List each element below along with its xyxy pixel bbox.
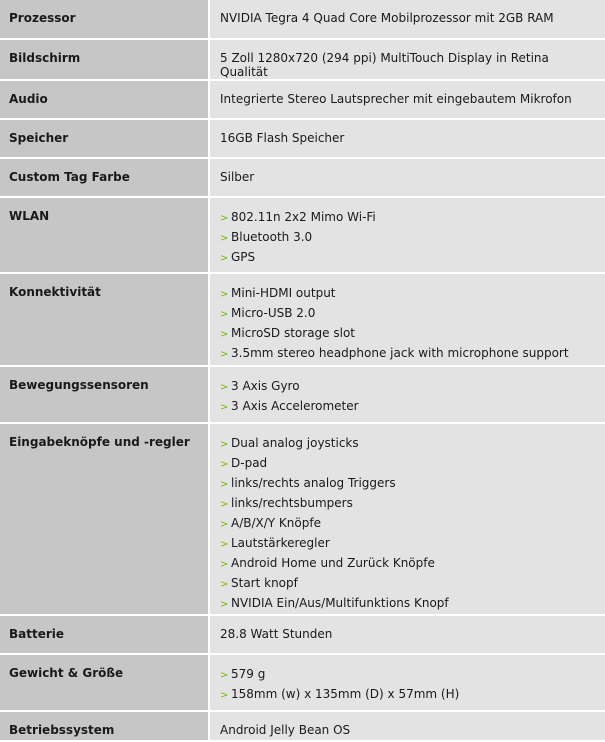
spec-item-text: Micro-USB 2.0	[231, 306, 316, 320]
spec-list-item	[220, 534, 605, 554]
spec-label: Speicher	[9, 131, 69, 145]
spec-row-eingabeknoepfe-und-regler	[0, 423, 605, 615]
spec-list-item	[220, 685, 605, 705]
arrow-bullet-icon: >	[220, 439, 229, 450]
spec-label: Konnektivität	[9, 285, 101, 299]
spec-value-cell	[209, 366, 605, 423]
spec-item-text: A/B/X/Y Knöpfe	[231, 516, 321, 530]
spec-value-cell	[209, 654, 605, 711]
spec-item-text: Dual analog joysticks	[231, 436, 359, 450]
spec-list-item	[220, 454, 605, 474]
spec-value-cell	[209, 711, 605, 741]
spec-value: Integrierte Stereo Lautsprecher mit eingebautem Mikrofon	[220, 92, 572, 106]
spec-item-list	[210, 424, 605, 614]
spec-row-konnektivitaet	[0, 273, 605, 366]
spec-item-text: D-pad	[231, 456, 268, 470]
spec-value-cell	[209, 80, 605, 119]
spec-label-cell	[0, 366, 209, 423]
spec-list-item	[220, 397, 605, 417]
spec-row-bildschirm	[0, 39, 605, 80]
spec-row-custom-tag-farbe	[0, 158, 605, 197]
arrow-bullet-icon: >	[220, 349, 229, 360]
arrow-bullet-icon: >	[220, 402, 229, 413]
arrow-bullet-icon: >	[220, 559, 229, 570]
spec-list-item	[220, 324, 605, 344]
arrow-bullet-icon: >	[220, 479, 229, 490]
spec-item-text: 3 Axis Accelerometer	[231, 399, 359, 413]
spec-row-speicher	[0, 119, 605, 158]
spec-label: Bewegungssensoren	[9, 378, 149, 392]
spec-item-list	[210, 655, 605, 705]
spec-value: Silber	[220, 170, 255, 184]
spec-label-cell	[0, 273, 209, 366]
arrow-bullet-icon: >	[220, 690, 229, 701]
spec-label: Gewicht & Größe	[9, 666, 124, 680]
arrow-bullet-icon: >	[220, 579, 229, 590]
spec-row-wlan	[0, 197, 605, 273]
spec-list-item	[220, 574, 605, 594]
spec-list-item	[220, 434, 605, 454]
spec-label-cell	[0, 711, 209, 741]
spec-label-cell	[0, 158, 209, 197]
spec-item-list	[210, 274, 605, 364]
arrow-bullet-icon: >	[220, 459, 229, 470]
spec-label-cell	[0, 197, 209, 273]
arrow-bullet-icon: >	[220, 539, 229, 550]
spec-item-text: NVIDIA Ein/Aus/Multifunktions Knopf	[231, 596, 449, 610]
spec-label-cell	[0, 119, 209, 158]
arrow-bullet-icon: >	[220, 233, 229, 244]
spec-row-gewicht-groesse	[0, 654, 605, 711]
arrow-bullet-icon: >	[220, 329, 229, 340]
spec-label-cell	[0, 654, 209, 711]
spec-label-cell	[0, 80, 209, 119]
spec-item-text: Mini-HDMI output	[231, 286, 336, 300]
arrow-bullet-icon: >	[220, 499, 229, 510]
spec-label: Batterie	[9, 627, 65, 641]
arrow-bullet-icon: >	[220, 309, 229, 320]
spec-value: 5 Zoll 1280x720 (294 ppi) MultiTouch Display in Retina Qualität	[220, 51, 549, 79]
spec-list-item	[220, 377, 605, 397]
spec-list-item	[220, 344, 605, 364]
spec-value-cell	[209, 0, 605, 39]
spec-item-text: Lautstärkeregler	[231, 536, 330, 550]
spec-label-cell	[0, 615, 209, 654]
spec-label-cell	[0, 0, 209, 39]
spec-row-betriebssystem	[0, 711, 605, 741]
spec-list-item	[220, 554, 605, 574]
spec-label-cell	[0, 39, 209, 80]
spec-label: WLAN	[9, 209, 50, 223]
spec-value: Android Jelly Bean OS	[220, 723, 351, 737]
spec-list-item	[220, 494, 605, 514]
arrow-bullet-icon: >	[220, 213, 229, 224]
spec-item-text: links/rechts analog Triggers	[231, 476, 396, 490]
spec-value-cell	[209, 119, 605, 158]
spec-list-item	[220, 474, 605, 494]
spec-value-cell	[209, 197, 605, 273]
spec-value-cell	[209, 423, 605, 615]
spec-item-text: 579 g	[231, 667, 266, 681]
spec-item-text: Bluetooth 3.0	[231, 230, 313, 244]
arrow-bullet-icon: >	[220, 599, 229, 610]
spec-value-cell	[209, 158, 605, 197]
arrow-bullet-icon: >	[220, 670, 229, 681]
spec-item-list	[210, 367, 605, 417]
spec-value: NVIDIA Tegra 4 Quad Core Mobilprozessor mit 2GB RAM	[220, 11, 554, 25]
spec-item-text: links/rechtsbumpers	[231, 496, 353, 510]
spec-label: Bildschirm	[9, 51, 81, 65]
spec-item-text: 158mm (w) x 135mm (D) x 57mm (H)	[231, 687, 460, 701]
spec-list-item	[220, 284, 605, 304]
spec-list-item	[220, 304, 605, 324]
spec-list-item	[220, 248, 605, 268]
spec-item-text: 802.11n 2x2 Mimo Wi-Fi	[231, 210, 376, 224]
spec-list-item	[220, 514, 605, 534]
spec-list-item	[220, 208, 605, 228]
spec-item-text: Android Home und Zurück Knöpfe	[231, 556, 435, 570]
spec-value-cell	[209, 273, 605, 366]
spec-value: 16GB Flash Speicher	[220, 131, 345, 145]
arrow-bullet-icon: >	[220, 289, 229, 300]
arrow-bullet-icon: >	[220, 253, 229, 264]
spec-item-text: MicroSD storage slot	[231, 326, 356, 340]
arrow-bullet-icon: >	[220, 382, 229, 393]
spec-item-text: 3 Axis Gyro	[231, 379, 300, 393]
spec-label: Betriebssystem	[9, 723, 115, 737]
spec-row-batterie	[0, 615, 605, 654]
arrow-bullet-icon: >	[220, 519, 229, 530]
spec-item-text: Start knopf	[231, 576, 298, 590]
spec-label: Custom Tag Farbe	[9, 170, 130, 184]
spec-value-cell	[209, 39, 605, 80]
spec-value-cell	[209, 615, 605, 654]
spec-row-bewegungssensoren	[0, 366, 605, 423]
spec-value: 28.8 Watt Stunden	[220, 627, 333, 641]
spec-list-item	[220, 594, 605, 614]
spec-item-text: 3.5mm stereo headphone jack with microphone support	[231, 346, 569, 360]
spec-list-item	[220, 228, 605, 248]
spec-label: Eingabeknöpfe und -regler	[9, 435, 190, 449]
spec-row-prozessor	[0, 0, 605, 39]
spec-list-item	[220, 665, 605, 685]
spec-item-list	[210, 198, 605, 268]
spec-label: Audio	[9, 92, 48, 106]
spec-item-text: GPS	[231, 250, 256, 264]
spec-label: Prozessor	[9, 11, 76, 25]
spec-row-audio	[0, 80, 605, 119]
spec-label-cell	[0, 423, 209, 615]
